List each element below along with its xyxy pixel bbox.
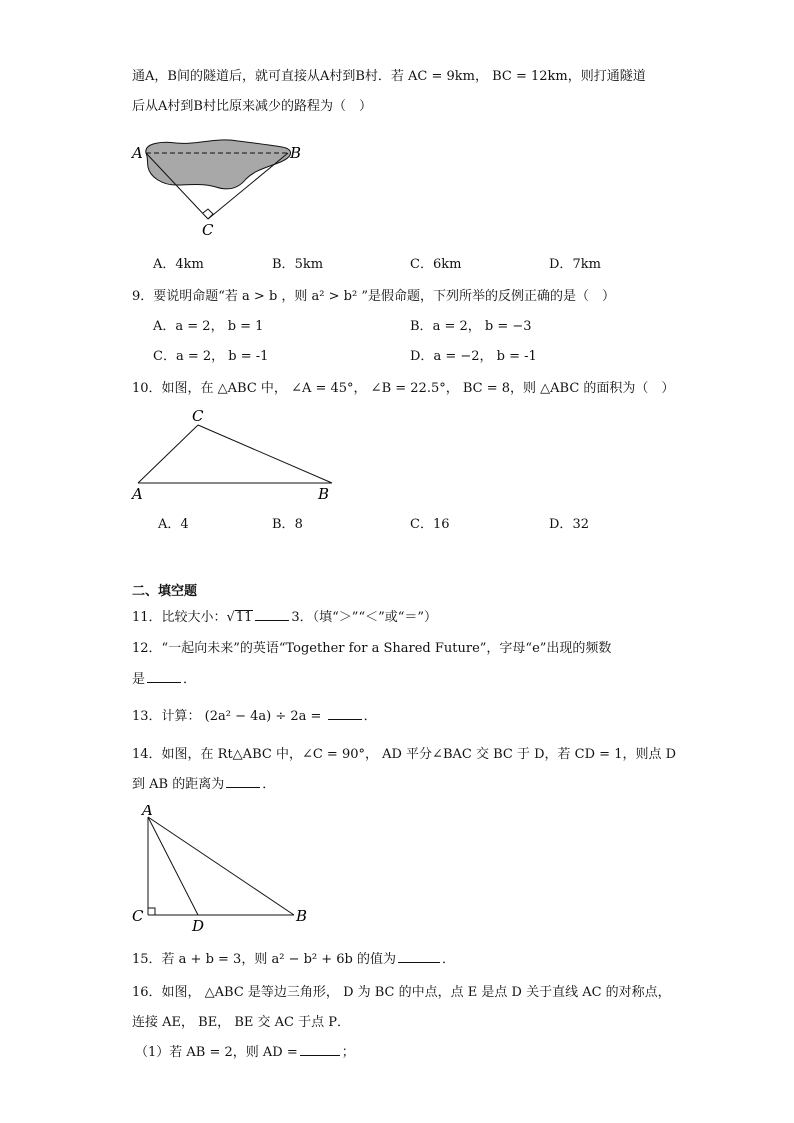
q11-answer-blank[interactable] xyxy=(255,608,289,621)
q8-option-b[interactable]: B．5km xyxy=(272,257,324,272)
q9-option-d[interactable]: D．a = −2， b = -1 xyxy=(410,349,537,364)
q11-line: 11．比较大小：√11 3．（填“＞”“＜”或“＝”） xyxy=(132,610,438,625)
q15-line: 15．若 a + b = 3，则 a² − b² + 6b 的值为 ． xyxy=(132,952,456,967)
segment-AD xyxy=(148,817,198,915)
q16-line1: 16．如图， △ABC 是等边三角形， D 为 BC 的中点，点 E 是点 D 关于直线 AC 的对称点， xyxy=(132,985,671,1000)
segment-AC xyxy=(138,425,198,483)
q9-option-c[interactable]: C．a = 2， b = -1 xyxy=(153,349,269,364)
label-A: A xyxy=(142,805,153,819)
q15-answer-blank[interactable] xyxy=(398,950,440,963)
label-B: B xyxy=(296,907,308,925)
q8-option-c[interactable]: C．6km xyxy=(410,257,462,272)
q14-line2: 到 AB 的距离为 ． xyxy=(132,777,276,792)
q9-stem: 9．要说明命题“若 a > b ，则 a² > b² ”是假命题，下列所举的反例正确的是（ ） xyxy=(132,289,615,304)
q9-option-b[interactable]: B．a = 2， b = −3 xyxy=(410,319,532,334)
q10-option-a[interactable]: A．4 xyxy=(158,517,189,532)
right-angle-mark xyxy=(203,209,213,219)
q12-line2: 是 ． xyxy=(132,672,197,687)
label-C: C xyxy=(192,407,204,425)
q13-line: 13．计算： (2a² − 4a) ÷ 2a = ． xyxy=(132,709,377,724)
label-C: C xyxy=(202,221,214,239)
q8-text-line1: 通A，B间的隧道后，就可直接从A村到B村．若 AC = 9km， BC = 12km，则打通隧道 xyxy=(132,69,646,84)
label-A: A xyxy=(132,144,143,162)
segment-BC xyxy=(198,425,332,483)
segment-AB xyxy=(148,817,294,915)
q14-line1: 14．如图，在 Rt△ABC 中，∠C = 90°， AD 平分∠BAC 交 BC 于 D，若 CD = 1，则点 D xyxy=(132,747,677,762)
label-C: C xyxy=(132,907,144,925)
label-D: D xyxy=(192,917,205,935)
q16-sub1: （1）若 AB = 2，则 AD = ； xyxy=(135,1045,355,1060)
label-B: B xyxy=(290,144,302,162)
q8-option-a[interactable]: A．4km xyxy=(153,257,204,272)
q8-text-line2: 后从A村到B村比原来减少的路程为（ ） xyxy=(132,99,372,114)
q10-figure xyxy=(128,405,343,505)
q10-option-d[interactable]: D．32 xyxy=(549,517,589,532)
q16-line2: 连接 AE， BE， BE 交 AC 于点 P． xyxy=(132,1015,350,1030)
q12-line1: 12．“一起向未来”的英语“Together for a Shared Future”，字母“e”出现的频数 xyxy=(132,641,612,656)
q14-figure xyxy=(128,805,318,935)
section-title: 二、填空题 xyxy=(132,584,198,599)
q12-answer-blank[interactable] xyxy=(147,670,181,683)
q13-answer-blank[interactable] xyxy=(328,707,362,720)
q10-stem: 10．如图，在 △ABC 中， ∠A = 45°， ∠B = 22.5°， BC = 8，则 △ABC 的面积为（ ） xyxy=(132,381,675,396)
q10-option-b[interactable]: B．8 xyxy=(272,517,303,532)
sqrt-radicand: 11 xyxy=(235,610,253,625)
q8-figure xyxy=(128,135,308,245)
lake-shape xyxy=(146,140,291,189)
label-A: A xyxy=(132,485,143,503)
label-B: B xyxy=(318,485,330,503)
sqrt-symbol: √ xyxy=(226,610,235,625)
q8-option-d[interactable]: D．7km xyxy=(549,257,601,272)
q14-answer-blank[interactable] xyxy=(226,775,260,788)
q16-sub1-answer-blank[interactable] xyxy=(300,1043,340,1056)
q9-option-a[interactable]: A．a = 2， b = 1 xyxy=(153,319,264,334)
right-angle-mark xyxy=(148,908,155,915)
q10-option-c[interactable]: C．16 xyxy=(410,517,450,532)
